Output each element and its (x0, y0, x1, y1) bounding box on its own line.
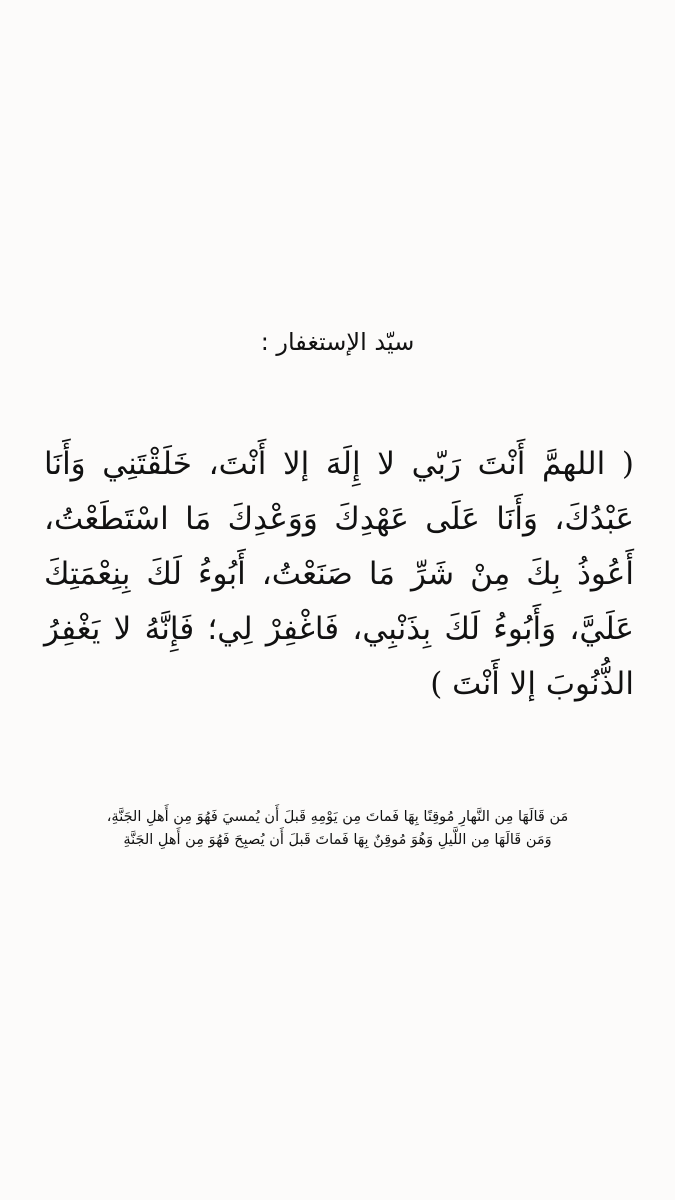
hadith-note-line-2: وَمَن قَالَهَا مِن اللَّيلِ وَهُوَ مُوقِنٌ بِهَا فَماتَ قَبلَ أَن يُصبِحَ فَهُوَ مِن أَهلِ الجَنَّةِ (123, 832, 552, 848)
hadith-note-line-1: مَن قَالَهَا مِن النَّهارِ مُوقِنًا بِهَا فَماتَ مِن يَوْمِهِ قَبلَ أَن يُمسيَ فَهُوَ مِن أَهلِ الجَنَّةِ، (106, 809, 569, 825)
dua-text: ( اللهمَّ أَنْتَ رَبّي لا إِلَهَ إلا أَنْتَ، خَلَقْتَنِي وَأَنَا عَبْدُكَ، وَأَنَا عَلَى عَهْدِكَ وَوَعْدِكَ مَا اسْتَطَعْتُ، أَعُوذُ بِكَ مِنْ شَرِّ مَا صَنَعْتُ، أَبُوءُ لَكَ بِنِعْمَتِكَ عَلَيَّ، وَأَبُوءُ لَكَ بِذَنْبِي، فَاغْفِرْ لِي؛ فَإِنَّهُ لا يَغْفِرُ الذُّنُوبَ إلا أَنْتَ ) (44, 446, 634, 702)
page-title: سيّد الإستغفار : (260, 328, 415, 356)
hadith-note (60, 806, 615, 852)
